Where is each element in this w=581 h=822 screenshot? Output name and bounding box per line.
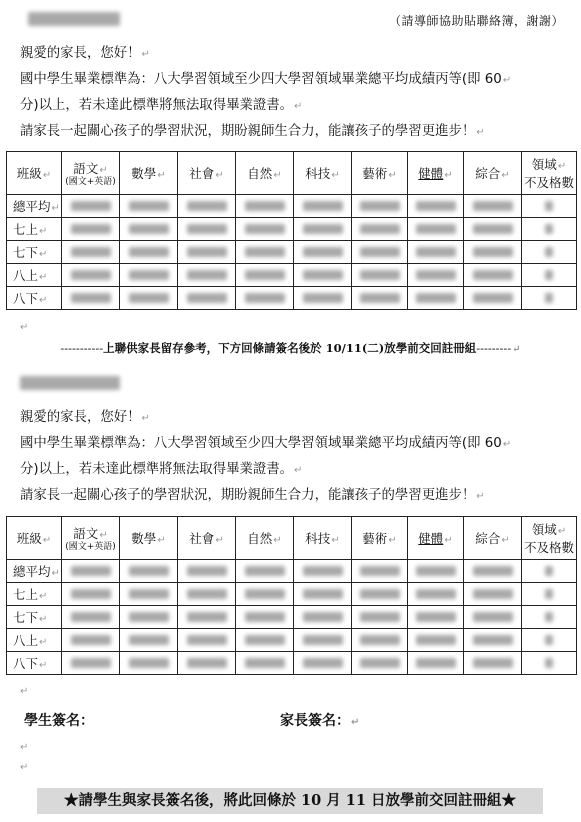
table-row — [7, 652, 577, 675]
redacted-score — [303, 224, 343, 234]
redacted-score — [187, 566, 227, 576]
paragraph-mark: ↵ — [20, 686, 29, 697]
redacted-score — [187, 270, 227, 280]
redacted-score — [245, 270, 285, 280]
header-science: 自然↵ — [236, 517, 294, 560]
teacher-note: （請導師協助貼聯絡簿，謝謝） — [388, 14, 564, 28]
table-row — [7, 287, 577, 310]
redacted-score — [473, 224, 513, 234]
redacted-score — [545, 270, 553, 280]
redacted-score — [416, 293, 456, 303]
redacted-score — [245, 247, 285, 257]
redacted-score — [416, 658, 456, 668]
redacted-score — [416, 247, 456, 257]
standard-line-2: 分)以上，若未達此標準將無法取得畢業證書。↵ — [20, 462, 303, 477]
student-signature-label: 學生簽名： — [24, 713, 94, 729]
header-chinese: 語文↵ (國文+英語) — [62, 152, 120, 195]
redacted-score — [360, 658, 400, 668]
header-fail-count: 領域↵ 不及格數 — [522, 517, 577, 560]
redacted-score — [545, 201, 553, 211]
redacted-score — [245, 224, 285, 234]
header-chinese: 語文↵ (國文+英語) — [62, 517, 120, 560]
row-label: 八上↵ — [7, 629, 62, 652]
redacted-score — [545, 293, 553, 303]
redacted-score — [473, 612, 513, 622]
redacted-score — [129, 589, 169, 599]
redacted-score — [473, 566, 513, 576]
header-social: 社會↵ — [178, 152, 236, 195]
header-integrated: 綜合↵ — [464, 517, 522, 560]
redacted-score — [473, 589, 513, 599]
redacted-score — [129, 270, 169, 280]
redacted-score — [71, 270, 111, 280]
return-instruction: ★請學生與家長簽名後，將此回條於 10 月 11 日放學前交回註冊組★ — [37, 788, 543, 814]
table-row — [7, 583, 577, 606]
redacted-score — [545, 635, 553, 645]
redacted-score — [187, 589, 227, 599]
header-science: 自然↵ — [236, 152, 294, 195]
redacted-score — [360, 270, 400, 280]
header-social: 社會↵ — [178, 517, 236, 560]
redacted-score — [245, 566, 285, 576]
redacted-score — [71, 293, 111, 303]
redacted-score — [187, 635, 227, 645]
redacted-score — [416, 201, 456, 211]
redacted-score — [245, 589, 285, 599]
redacted-score — [545, 224, 553, 234]
redacted-score — [71, 658, 111, 668]
redacted-score — [187, 201, 227, 211]
redacted-score — [129, 224, 169, 234]
table-row — [7, 195, 577, 218]
paragraph-mark: ↵ — [20, 742, 29, 753]
redacted-score — [129, 658, 169, 668]
table-row — [7, 218, 577, 241]
redacted-score — [545, 247, 553, 257]
redacted-score — [245, 635, 285, 645]
row-label: 七下↵ — [7, 241, 62, 264]
header-tech: 科技↵ — [294, 152, 352, 195]
header-class: 班級↵ — [7, 517, 62, 560]
redacted-score — [71, 224, 111, 234]
standard-line-2: 分)以上，若未達此標準將無法取得畢業證書。↵ — [20, 98, 303, 113]
redacted-score — [416, 635, 456, 645]
table-row — [7, 560, 577, 583]
redacted-score — [187, 658, 227, 668]
redacted-score — [71, 566, 111, 576]
redacted-score — [187, 224, 227, 234]
redacted-score — [303, 201, 343, 211]
redacted-score — [473, 270, 513, 280]
header-class: 班級↵ — [7, 152, 62, 195]
redacted-score — [473, 201, 513, 211]
redacted-score — [360, 589, 400, 599]
redacted-score — [416, 589, 456, 599]
redacted-score — [303, 612, 343, 622]
top-header — [24, 10, 564, 30]
redacted-score — [360, 224, 400, 234]
redacted-score — [360, 635, 400, 645]
table-row — [7, 606, 577, 629]
row-label: 八下↵ — [7, 287, 62, 310]
greeting: 親愛的家長，您好！↵ — [20, 46, 150, 61]
redacted-score — [303, 270, 343, 280]
redacted-score — [129, 566, 169, 576]
paragraph-mark: ↵ — [20, 322, 29, 333]
redacted-score — [545, 566, 553, 576]
redacted-score — [187, 612, 227, 622]
redacted-score — [416, 612, 456, 622]
table-row — [7, 629, 577, 652]
grades-table-top — [6, 151, 577, 310]
redacted-score — [129, 201, 169, 211]
paragraph-mark: ↵ — [20, 762, 29, 773]
cut-line-note: -----------上聯供家長留存參考，下方回條請簽名後於 10/11(二)放學前交回註冊組---------↵ — [60, 341, 521, 355]
row-label: 七下↵ — [7, 606, 62, 629]
redacted-score — [71, 589, 111, 599]
redacted-score — [360, 566, 400, 576]
standard-line-1: 國中學生畢業標準為：八大學習領域至少四大學習領域畢業總平均成績丙等(即 60↵ — [20, 436, 512, 451]
row-label: 八上↵ — [7, 264, 62, 287]
redacted-score — [71, 247, 111, 257]
row-label: 七上↵ — [7, 218, 62, 241]
redacted-score — [545, 589, 553, 599]
header-row — [7, 152, 577, 195]
parent-signature-label: 家長簽名：↵ — [280, 713, 360, 729]
header-fail-count: 領域↵ 不及格數 — [522, 152, 577, 195]
redacted-score — [473, 293, 513, 303]
greeting: 親愛的家長，您好！↵ — [20, 410, 150, 425]
redacted-score — [360, 293, 400, 303]
redacted-student-name — [20, 376, 120, 390]
redacted-score — [245, 658, 285, 668]
redacted-score — [360, 247, 400, 257]
header-health: 健體↵ — [408, 517, 464, 560]
row-label: 八下↵ — [7, 652, 62, 675]
header-arts: 藝術↵ — [352, 517, 408, 560]
row-label: 總平均↵ — [7, 195, 62, 218]
redacted-score — [416, 566, 456, 576]
redacted-score — [129, 635, 169, 645]
redacted-score — [245, 612, 285, 622]
redacted-score — [473, 247, 513, 257]
redacted-score — [416, 270, 456, 280]
redacted-score — [71, 612, 111, 622]
redacted-score — [473, 635, 513, 645]
redacted-score — [129, 612, 169, 622]
standard-line-1: 國中學生畢業標準為：八大學習領域至少四大學習領域畢業總平均成績丙等(即 60↵ — [20, 72, 512, 87]
encourage-line: 請家長一起關心孩子的學習狀況，期盼親師生合力，能讓孩子的學習更進步！↵ — [20, 488, 485, 503]
redacted-score — [303, 247, 343, 257]
redacted-score — [245, 201, 285, 211]
grades-table-bottom — [6, 516, 577, 675]
signature-row — [24, 710, 564, 730]
table-row — [7, 264, 577, 287]
header-row — [7, 517, 577, 560]
header-tech: 科技↵ — [294, 517, 352, 560]
redacted-score — [71, 201, 111, 211]
redacted-score — [303, 635, 343, 645]
table-row — [7, 241, 577, 264]
redacted-score — [303, 589, 343, 599]
redacted-score — [71, 635, 111, 645]
redacted-score — [303, 293, 343, 303]
redacted-score — [473, 658, 513, 668]
header-arts: 藝術↵ — [352, 152, 408, 195]
redacted-score — [129, 247, 169, 257]
redacted-score — [360, 201, 400, 211]
redacted-score — [303, 566, 343, 576]
row-label: 總平均↵ — [7, 560, 62, 583]
header-math: 數學↵ — [120, 517, 178, 560]
redacted-score — [245, 293, 285, 303]
redacted-score — [303, 658, 343, 668]
redacted-student-name — [28, 12, 120, 26]
redacted-score — [545, 612, 553, 622]
redacted-score — [360, 612, 400, 622]
header-health: 健體↵ — [408, 152, 464, 195]
redacted-score — [545, 658, 553, 668]
header-math: 數學↵ — [120, 152, 178, 195]
redacted-score — [187, 293, 227, 303]
encourage-line: 請家長一起關心孩子的學習狀況，期盼親師生合力，能讓孩子的學習更進步！↵ — [20, 124, 485, 139]
redacted-score — [129, 293, 169, 303]
redacted-score — [416, 224, 456, 234]
header-integrated: 綜合↵ — [464, 152, 522, 195]
redacted-score — [187, 247, 227, 257]
row-label: 七上↵ — [7, 583, 62, 606]
